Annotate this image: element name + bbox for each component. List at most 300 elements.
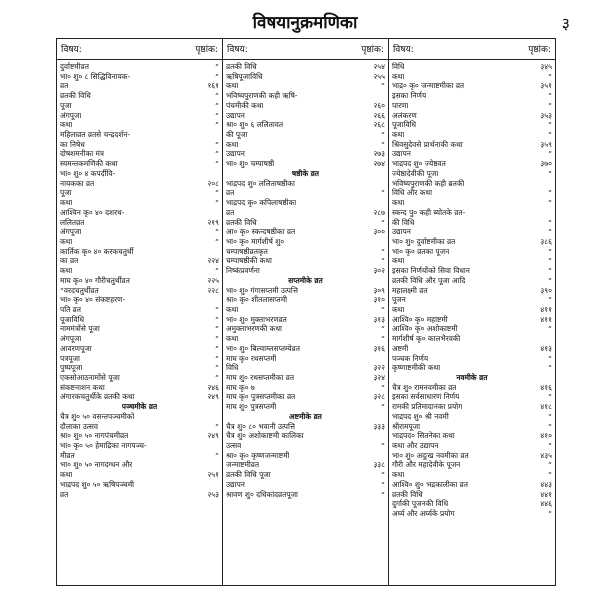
entry-subject: ललितव्रत [60,217,85,227]
entry-subject: पूजाविधि [391,120,417,130]
column-header-page: पृष्ठांक: [361,45,384,55]
entry-subject: विधि [225,363,239,373]
entry-page: “ [548,470,552,480]
entry-page: “ [548,266,552,276]
index-entry [392,101,552,111]
entry-subject: पति व्रत [60,304,81,314]
index-entry [392,276,552,286]
index-entry [392,480,552,490]
entry-page: “ [215,373,219,382]
entry-page: “ [548,275,552,285]
entry-subject: ज्येष्ठादेवीकी पूजा [391,168,439,178]
entry-page: २५४ [373,62,385,71]
entry-page: २५१ [207,470,219,480]
entry-subject: माघ कृ० रथसप्तमी [225,353,277,363]
entry-subject: उद्यापन [225,110,245,120]
entry-subject: कथा [60,236,73,246]
entry-subject: मीव्रत [60,450,75,460]
entry-page: ४४६ [540,499,552,509]
entry-page: ३२२ [373,363,385,373]
index-entry [60,111,219,121]
index-entry [60,286,219,296]
section-heading [60,402,219,412]
entry-subject: कृष्णाष्टमीकी कथा [391,363,441,373]
entry-page: ४३५ [540,450,552,460]
entry-subject: आवरणपूजा [60,343,92,353]
section-heading [226,412,385,422]
entry-subject: अंगपूजा [60,110,82,120]
entry-subject: व्रतकी विधि [391,489,423,499]
index-entry [60,188,219,198]
entry-subject: पत्रपूजा [60,353,80,363]
index-entry [392,266,552,276]
entry-page: ३४५ [540,62,552,71]
index-entry [226,247,385,257]
entry-subject: चम्पाषष्ठीकी कथा [225,256,272,266]
entry-page: “ [548,100,552,110]
entry-subject: उत्सव [225,441,242,451]
index-entry [226,198,385,208]
entry-page: “ [381,139,385,149]
index-entry [60,363,219,373]
entry-page: ४१० [540,431,552,441]
index-entry [226,149,385,159]
entry-subject: महिलाव्रत व्रतसे चन्द्रदर्शन- [60,130,131,140]
entry-page: ३३८ [373,460,385,470]
entry-subject: व्रतकी विधि [225,62,257,71]
index-entry [60,276,219,286]
entry-subject: श्रावण शु० दधिकांदव्रतपूजा [225,489,298,499]
entry-subject: इसका निर्णय [391,91,427,101]
entry-page: “ [548,246,552,256]
entry-subject: नायकका व्रत [60,178,95,188]
entry-page: “ [215,139,219,149]
entry-page: “ [215,62,219,71]
entry-subject: भाद्र० कृ० जन्माष्टमीका व्रत [391,81,465,91]
entry-subject: दुर्गाकी पूजनकी विधि [391,499,449,509]
index-entry [60,179,219,189]
entry-page: २१९ [207,217,219,227]
entry-subject: एकसोआठनामोंसे पूजा [60,373,120,382]
index-entry [60,383,219,393]
entry-subject: अमुक्ताभरणकी कथा [225,324,282,334]
index-entry [392,179,552,189]
index-entry [60,101,219,111]
entry-subject: भा० शु० ८ सिद्धिविनायक- [60,71,131,81]
entry-subject: व्रतकी विधि [225,217,257,227]
index-entry [392,188,552,198]
index-entry [392,460,552,470]
page-header [0,10,600,38]
entry-subject: माघ शु० रथसप्तमीका व्रत [225,373,295,382]
entry-subject: चैत्र शु० रामनवमीका व्रत [391,382,457,392]
entry-subject: पुष्पपूजा [60,363,83,373]
entry-page: “ [548,295,552,305]
page-number: ३ [561,14,570,33]
column-header-page: पृष्ठांक: [195,45,218,55]
section-heading [226,169,385,179]
index-entry [226,208,385,218]
index-entry [392,402,552,412]
entry-page: ४११ [540,304,552,314]
entry-page: “ [381,441,385,451]
index-entry [60,354,219,364]
entry-page: “ [381,246,385,256]
entry-page: ४११ [540,314,552,324]
entry-page: २८७ [373,207,385,217]
index-entry [392,295,552,305]
index-entry [226,295,385,305]
entry-subject: चम्पाषष्ठीव्रतकृत [225,246,268,256]
entry-subject: उद्यापन [391,149,411,159]
entry-page: “ [548,149,552,159]
index-entry [392,441,552,451]
entry-page: “ [381,479,385,489]
index-entry [226,179,385,189]
index-entry [226,402,385,412]
entry-page: ३२४ [373,373,385,382]
entry-subject: पञ्चक निर्णय [391,353,429,363]
entry-subject: व्रतकी विधि [60,91,91,101]
entry-subject: इसका सर्वसाधारण निर्णय [391,392,460,402]
index-entry [226,227,385,237]
column-header [389,39,555,60]
entry-subject: कथा और उद्यापन [391,441,439,451]
column-header-subject: विषय: [392,45,414,55]
index-entry [392,237,552,247]
entry-subject: कथा [60,198,73,208]
entry-subject: का व्रत [60,256,79,266]
column-header [223,39,388,60]
entry-page: ३९० [540,285,552,295]
entry-subject: कार्तिक कृ० ४० करकचतुर्थी [60,246,134,256]
entry-page: “ [548,130,552,140]
index-entry [60,130,219,140]
index-entry [392,451,552,461]
entry-page: २६० [373,100,385,110]
entry-subject: अंगारकचतुर्थीके व्रतकी कथा [60,392,135,402]
entry-subject: पारणा [391,100,409,110]
index-entry [226,324,385,334]
index-entry [226,130,385,140]
entry-page: “ [381,130,385,140]
entry-page: २४९ [207,431,219,441]
index-entry [226,237,385,247]
entry-subject: चैत्र शु० ८० भवानी उत्पत्ति [225,421,295,431]
entry-subject: विधि और कथा [391,188,433,198]
index-entry [226,188,385,198]
index-entry [226,140,385,150]
entry-page: “ [215,266,219,276]
entry-page: “ [548,353,552,363]
index-entry [226,286,385,296]
section-heading [226,276,385,286]
entry-subject: कथा [391,198,405,208]
entry-page: २५५ [373,71,385,81]
index-entry [392,81,552,91]
entry-page: “ [215,343,219,353]
entry-page: २०८ [207,178,219,188]
index-entry [392,149,552,159]
index-entry [392,111,552,121]
entry-subject: माघ कृ० पुत्रसप्तमीका व्रत [225,392,296,402]
index-entry [392,72,552,82]
entry-subject: श्रिवसुदेवसे प्रार्थनाकी कथा [391,139,463,149]
index-entry [226,431,385,441]
entry-page: २४९ [207,392,219,402]
entry-page: “ [548,217,552,227]
entry-page: ४४३ [540,479,552,489]
entry-page: “ [215,353,219,363]
entry-page: ३५१ [540,81,552,91]
entry-page: ४१३ [540,343,552,353]
index-entry [60,490,219,500]
index-entry [392,208,552,218]
entry-page: “ [548,256,552,266]
index-entry [226,62,385,72]
index-entry [392,286,552,296]
index-column-2 [223,39,389,585]
index-entry [392,305,552,315]
entry-page: “ [548,392,552,402]
index-entry [60,149,219,159]
entry-page: “ [548,188,552,198]
entry-subject: अष्टमी [391,343,409,353]
entry-subject: उद्यापन [225,149,245,159]
entry-subject: कथा [391,71,405,81]
entry-subject: पूजन [391,295,406,305]
index-entry [60,62,219,72]
entry-subject: कथा [60,470,73,480]
index-column-1 [57,39,223,585]
index-entry [392,422,552,432]
entry-page: “ [381,81,385,91]
entry-page: “ [215,71,219,81]
index-entry [60,91,219,101]
entry-page: ३१३ [373,314,385,324]
entry-page: २२४ [207,256,219,266]
entry-subject: सप्तमीके व्रत [288,275,323,285]
index-entry [60,431,219,441]
index-entry [226,480,385,490]
entry-page: ३०९ [373,285,385,295]
entry-subject: स्कन्द पु० कही ब्योतके व्रत- [391,207,466,217]
index-entry [226,460,385,470]
entry-page: ३७० [540,159,552,169]
index-entry [60,470,219,480]
entry-page: “ [381,470,385,480]
index-entry [226,441,385,451]
column-rows [57,60,222,499]
entry-subject: पंचमीकी कथा [225,100,264,110]
index-entry [226,470,385,480]
index-entry [226,81,385,91]
index-entry [392,198,552,208]
entry-page: २६८ [373,120,385,130]
entry-subject: श्रीरामपूजा [391,421,421,431]
entry-subject: भा० शु० दुर्वाष्टमीका व्रत [391,236,456,246]
entry-page: ४४१ [540,489,552,499]
entry-subject: कथा [391,304,405,314]
entry-subject: श्रा० कृ० कृष्णजन्माष्टमी [225,450,290,460]
index-entry [392,344,552,354]
entry-subject: व्रत [60,81,69,91]
entry-subject: की विधि [391,217,415,227]
entry-subject: कथा [60,120,73,130]
entry-subject: भाद्रपद शु० ललिताषष्ठीका [225,178,295,188]
index-entry [226,451,385,461]
entry-subject: इसका निर्णयोंको सिवा विधान [391,266,470,276]
entry-subject: व्रत [60,489,69,499]
index-entry [392,412,552,422]
index-entry [392,334,552,344]
index-entry [392,91,552,101]
entry-page: “ [548,168,552,178]
entry-page: “ [215,334,219,344]
index-entry [60,324,219,334]
index-entry [60,334,219,344]
entry-subject: भा० कृ० व्रतका पूजन [391,246,450,256]
index-entry [226,72,385,82]
entry-page: “ [215,120,219,130]
entry-subject: महालक्ष्मी व्रत [391,285,428,295]
entry-page: “ [215,314,219,324]
entry-page: “ [548,411,552,421]
entry-subject: अंगपूजा [60,227,82,237]
entry-page: “ [215,198,219,208]
entry-subject: आश्वि० कृ० महाष्टमी [391,314,448,324]
entry-page: १६१ [207,81,219,91]
index-entry [226,422,385,432]
entry-page: २४६ [207,382,219,392]
entry-subject: “वरदचतुर्थीव्रत [60,285,99,295]
entry-subject: नाममंत्रोंसे पूजा [60,324,100,334]
index-entry [392,490,552,500]
entry-page: “ [381,324,385,334]
index-entry [226,91,385,101]
entry-subject: माघ कृ० ४० गौरीचतुर्थीव्रत [60,275,130,285]
index-entry [226,305,385,315]
index-entry [392,470,552,480]
entry-page: “ [215,91,219,101]
entry-page: “ [381,256,385,266]
entry-page: “ [381,402,385,412]
entry-page: “ [548,91,552,101]
entry-subject: भाद्रपद शु० श्री नवमी [391,411,449,421]
entry-subject: व्रत [225,207,235,217]
index-entry [60,159,219,169]
entry-subject: कथा [391,130,405,140]
entry-subject: गौरी और महादेवीके पूजन [391,460,461,470]
entry-subject: भा० शु० चम्पाषष्ठी [225,159,275,169]
index-entry [60,247,219,257]
index-entry [60,451,219,461]
index-entry [226,111,385,121]
entry-subject: भा० शु० अदुःख नवमीका व्रत [391,450,469,460]
entry-page: “ [215,188,219,198]
index-entry [226,334,385,344]
entry-page: “ [215,450,219,460]
column-header-subject: विषय: [61,45,82,55]
entry-subject: कथा [225,81,239,91]
index-entry [60,460,219,470]
entry-subject: आ० कृ० स्कन्दषष्ठीका व्रत [225,227,296,237]
entry-subject: कथा [225,334,239,344]
entry-page: २६६ [373,110,385,120]
index-entry [60,227,219,237]
entry-subject: भा० शु० मुक्ताभरणव्रत [225,314,287,324]
index-entry [60,315,219,325]
entry-page: २७३ [373,149,385,159]
entry-subject: श्रा० शु० ६ ललितावत [225,120,284,130]
entry-subject: निष्कंप्रवर्णना [225,266,260,276]
index-entry [392,392,552,402]
entry-page: “ [381,217,385,227]
entry-subject: भाद्रपद शु० ५० ऋषिपञ्चमी [60,479,135,489]
entry-subject: अंगपूजा [60,334,82,344]
entry-page: २७४ [373,159,385,169]
index-entry [226,256,385,266]
entry-subject: व्रतकी विधि और पूजा आदि [391,275,466,285]
entry-subject: चैत्र शु० ५० वसन्तपञ्चमीको [60,411,135,421]
entry-subject: ऋषिपूजाविधि [225,71,263,81]
index-entry [226,344,385,354]
entry-subject: पूजाविधि [60,314,85,324]
entry-page: ४१८ [540,402,552,412]
entry-subject: स्यमन्तकमणिकी कथा [60,159,118,169]
entry-page: “ [215,363,219,373]
entry-page: “ [548,460,552,470]
index-entry [60,441,219,451]
index-entry [60,344,219,354]
entry-subject: जन्माष्टमीव्रत [225,460,260,470]
entry-subject: माघ कृ० ७ [225,382,255,392]
index-entry [60,422,219,432]
index-entry [392,315,552,325]
entry-page: “ [215,100,219,110]
entry-page: ३३३ [373,421,385,431]
entry-subject: व्रतकी विधि पूजा [225,470,271,480]
index-entry [60,120,219,130]
index-entry [60,373,219,383]
entry-subject: पञ्चमीके व्रत [121,402,158,412]
entry-subject: दोषशमनीका मंत्र [60,149,105,159]
column-header-subject: विषय: [226,45,248,55]
entry-page: “ [215,304,219,314]
column-rows [389,60,555,519]
index-entry [60,198,219,208]
index-entry [392,62,552,72]
entry-page: ३१६ [373,343,385,353]
index-entry [392,256,552,266]
index-entry [392,140,552,150]
index-entry [60,140,219,150]
entry-page: “ [215,227,219,237]
entry-page: ३१० [373,295,385,305]
entry-subject: अलंकरण [391,110,417,120]
entry-subject: भाद्रपद० सितनेका कथा [391,431,455,441]
index-entry [226,120,385,130]
entry-subject: अष्टमीके व्रत [289,411,322,421]
entry-subject: उद्यापन [225,479,245,489]
entry-subject: भाद्रपद कृ० कपिलाषष्ठीका [225,198,297,208]
entry-page: ३८६ [540,236,552,246]
index-entry [392,218,552,228]
entry-subject: रामकी प्रतिमादानका प्रयोग [391,402,463,412]
index-entry [226,490,385,500]
entry-subject: नवमीके व्रत [456,373,488,382]
index-entry [226,363,385,373]
